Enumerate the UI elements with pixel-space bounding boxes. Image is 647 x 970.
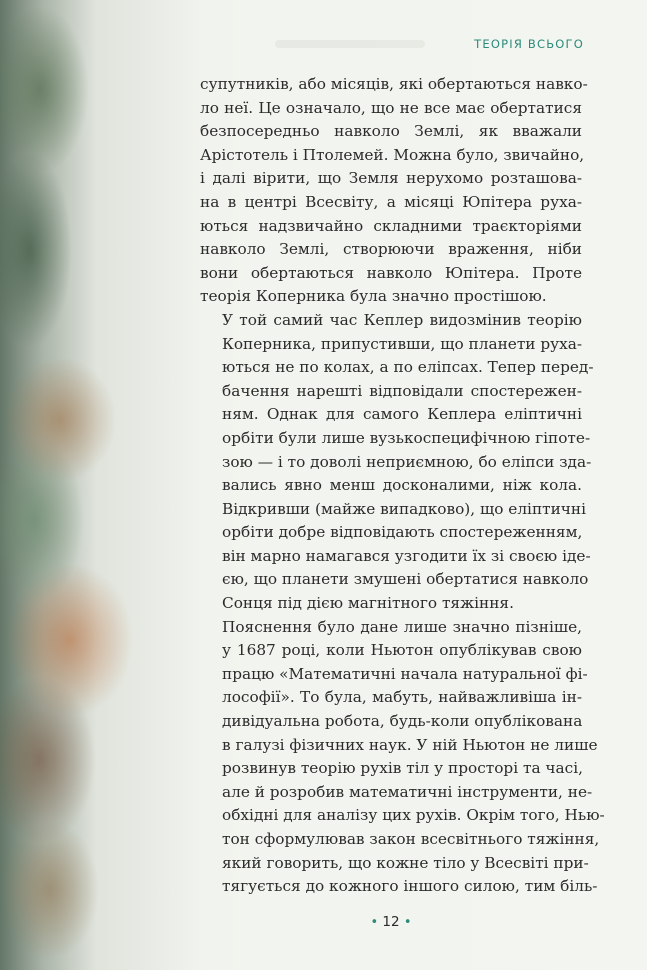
text-line: на в центрі Всесвіту, а місяці Юпітера руха- — [200, 192, 582, 211]
text-line: працю «Математичні начала натуральної фі- — [222, 664, 588, 683]
text-line: орбіти були лише вузькоспецифічною гіпоте- — [222, 428, 591, 447]
body-text — [200, 73, 605, 899]
running-header: ТЕОРІЯ ВСЬОГО — [474, 37, 584, 51]
page-number-dot-left: • — [370, 915, 379, 930]
text-line: зою — і то доволі неприємною, бо еліпси зда- — [222, 452, 592, 471]
forest-photo-edge — [0, 0, 200, 970]
text-line: бачення нарешті відповідали спостережен- — [222, 381, 582, 400]
text-line: орбіти добре відповідають спостереженням, — [222, 523, 583, 542]
text-line: обхідні для аналізу цих рухів. Окрім того, Нью- — [222, 806, 605, 825]
page-number: 12 — [382, 914, 400, 930]
text-line: у 1687 році, коли Ньютон опублікував свою — [222, 641, 582, 660]
text-line: він марно намагався узгодити їх зі своєю іде- — [222, 546, 591, 565]
text-line: дивідуальна робота, будь-коли опублікована — [222, 712, 583, 731]
page-number-dot-right: • — [403, 915, 412, 930]
text-line: ням. Однак для самого Кеплера еліптичні — [222, 405, 582, 424]
text-line: лософії». То була, мабуть, найважливіша ін- — [222, 688, 582, 707]
text-line: єю, що планети змушені обертатися навколо — [222, 570, 589, 589]
text-line: вались явно менш досконалими, ніж кола. — [222, 476, 582, 495]
paragraph — [200, 616, 605, 899]
text-line: навколо Землі, створюючи враження, ніби — [200, 240, 582, 259]
text-line: вони обертаються навколо Юпітера. Проте — [200, 263, 582, 282]
text-line: але й розробив математичні інструменти, не- — [222, 782, 593, 801]
paragraph — [200, 309, 594, 616]
text-line: Арістотель і Птолемей. Можна було, звичайно, — [200, 145, 585, 164]
show-through-text — [275, 40, 425, 48]
text-line: безпосередньо навколо Землі, як вважали — [200, 122, 582, 141]
text-line: Коперника, припустивши, що планети руха- — [222, 334, 583, 353]
text-line: і далі вірити, що Земля нерухомо розташова- — [200, 169, 582, 188]
text-line: теорія Коперника була значно простішою. — [200, 287, 547, 306]
text-line: супутників, або місяців, які обертаються навко- — [200, 75, 588, 93]
text-line: Відкривши (майже випадково), що еліптичні — [222, 499, 586, 518]
text-line: ються надзвичайно складними траєкторіями — [200, 216, 582, 235]
text-line: в галузі фізичних наук. У ній Ньютон не лише — [222, 735, 598, 754]
text-line: ло неї. Це означало, що не все має обертатися — [200, 98, 582, 117]
text-line: який говорить, що кожне тіло у Всесвіті при- — [222, 853, 589, 872]
text-line: тягується до кожного іншого силою, тим біль- — [222, 877, 598, 896]
text-line: У той самий час Кеплер видозмінив теорію — [222, 310, 582, 329]
page-number-block — [0, 914, 647, 930]
text-line: ються не по колах, а по еліпсах. Тепер перед- — [222, 358, 594, 377]
text-line: тон сформулював закон всесвітнього тяжіння, — [222, 830, 600, 848]
text-line: розвинув теорію рухів тіл у просторі та часі, — [222, 759, 583, 778]
text-line: Сонця під дією магнітного тяжіння. — [222, 594, 514, 613]
text-line: Пояснення було дане лише значно пізніше, — [222, 617, 582, 636]
paragraph — [200, 73, 588, 309]
